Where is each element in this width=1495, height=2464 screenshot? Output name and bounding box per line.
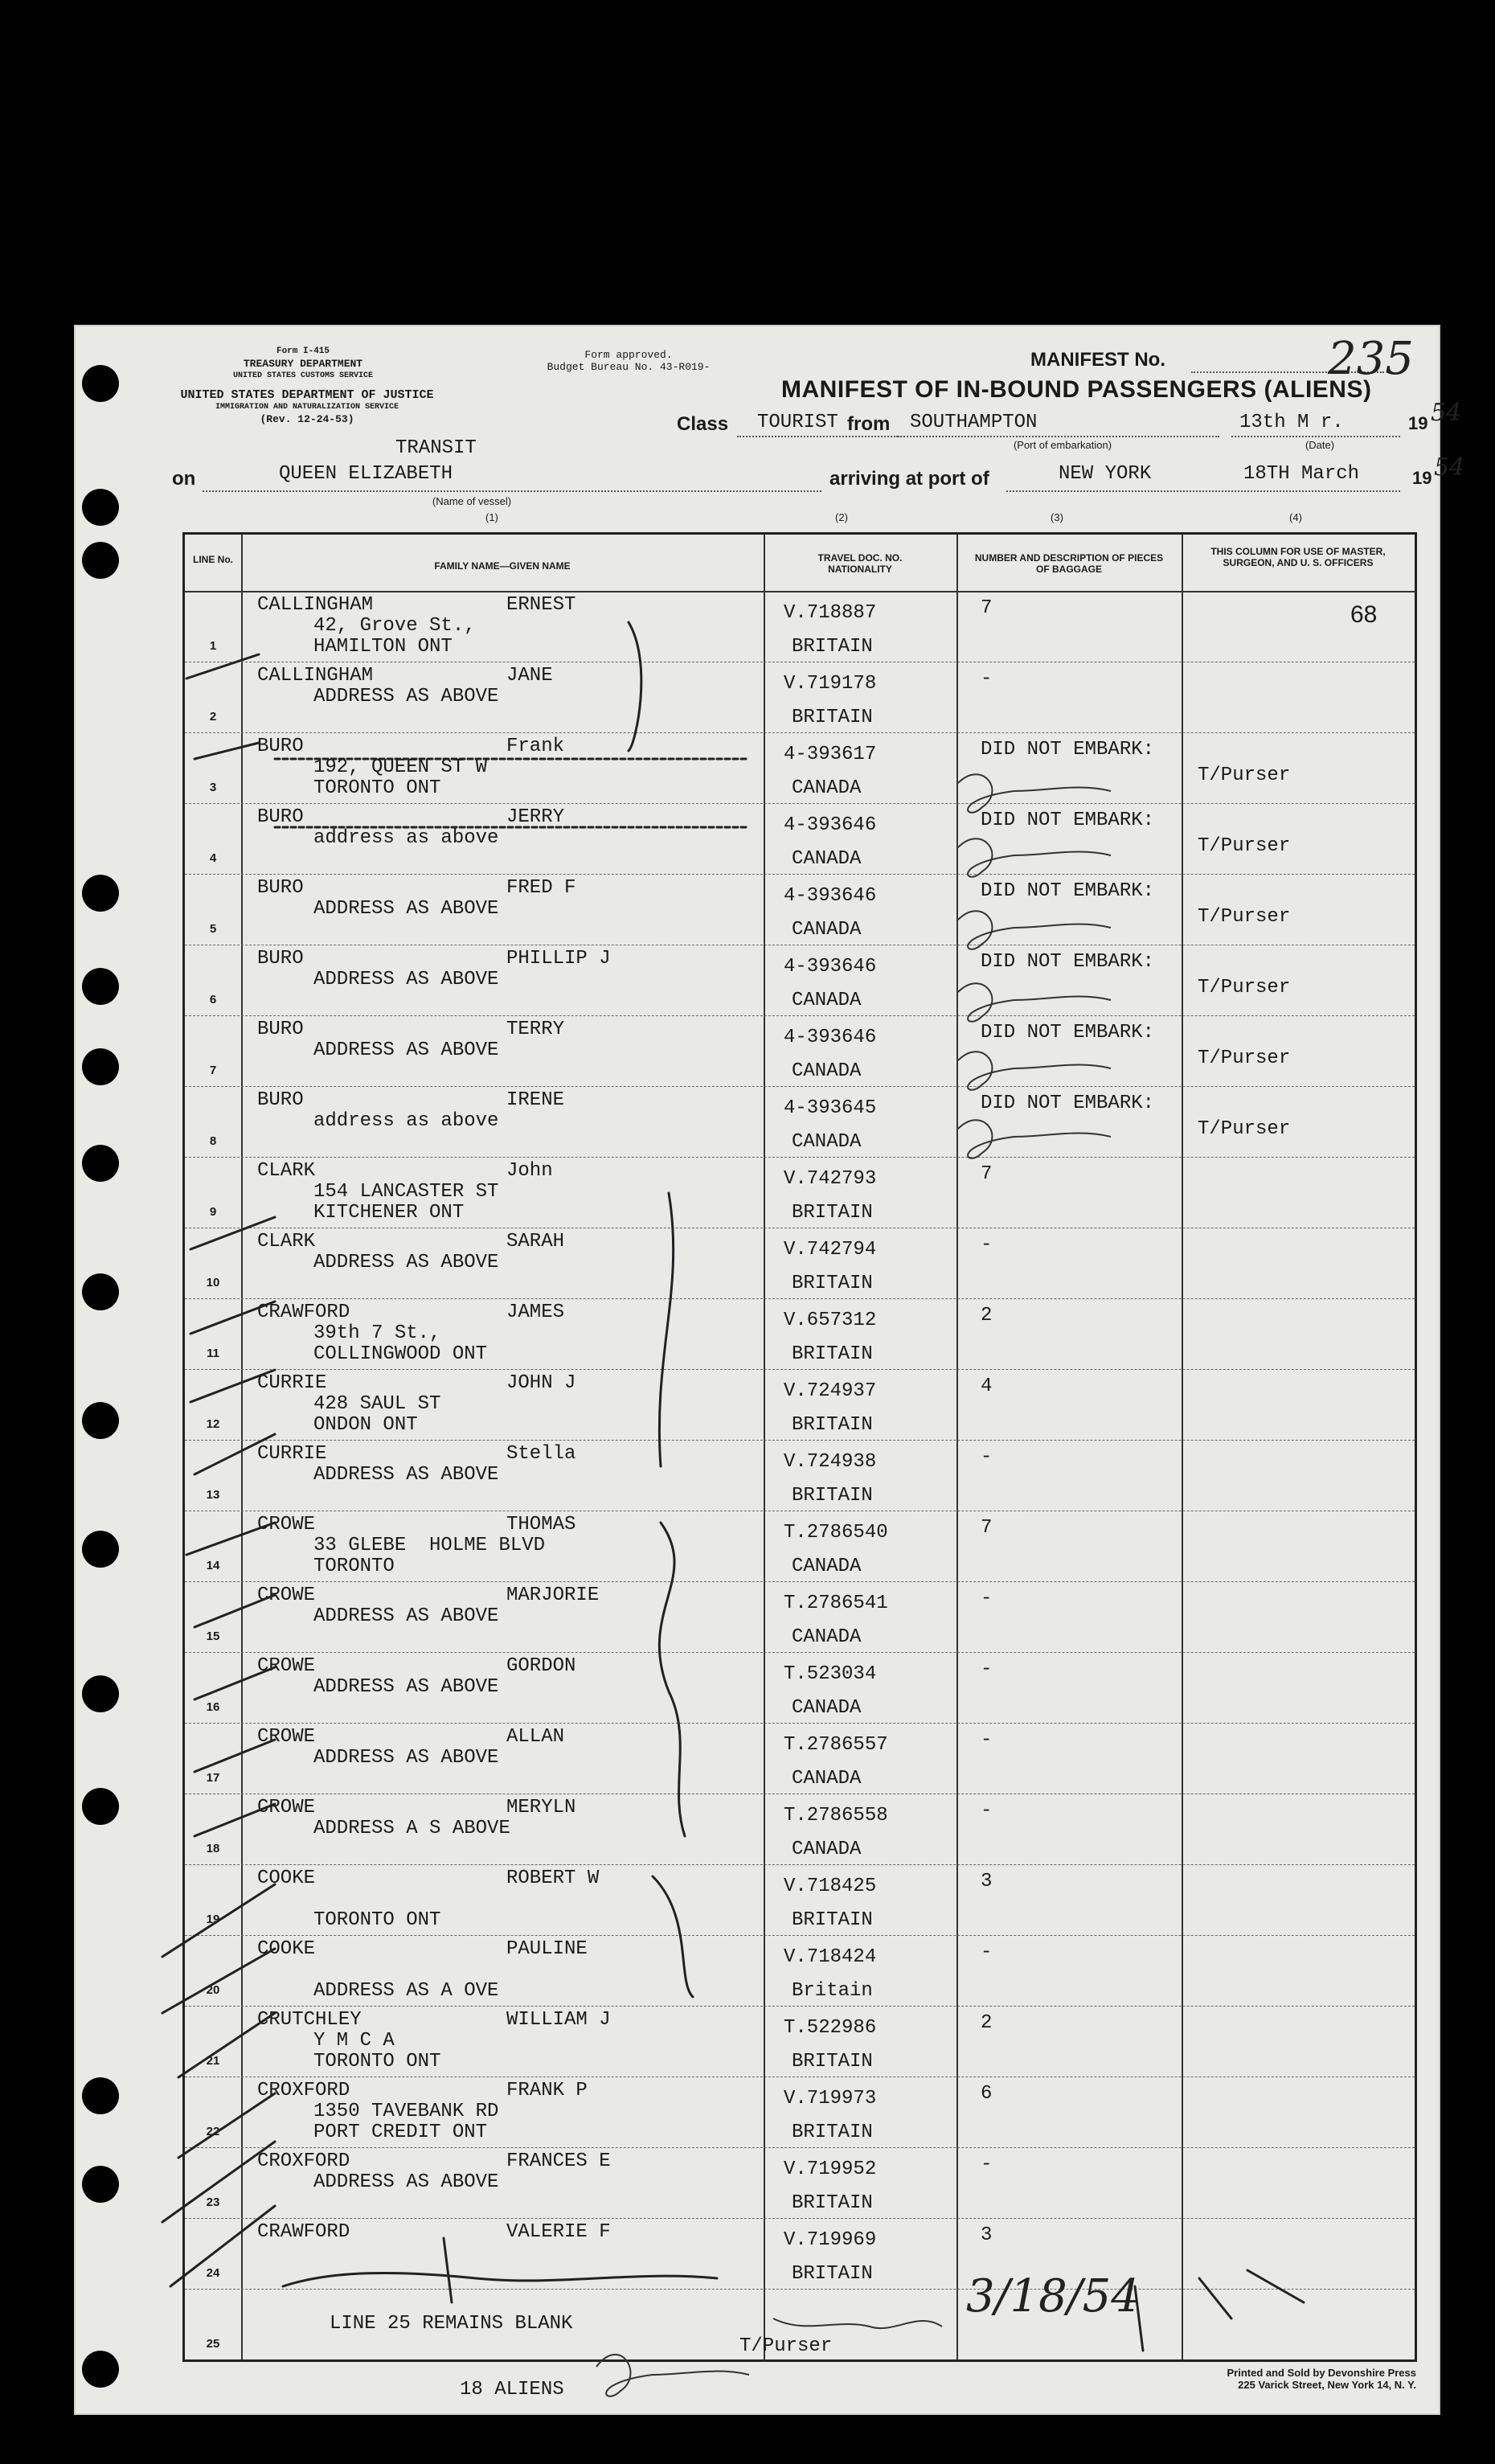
purser-signature <box>958 1120 1111 1158</box>
travel-doc-no: 4-393646 <box>784 1027 877 1048</box>
address-line-1: 192, QUEEN ST W <box>313 756 488 778</box>
travel-doc-no: V.724937 <box>784 1380 877 1402</box>
baggage: - <box>981 1800 993 1822</box>
date2-value: 18TH March <box>1243 463 1360 485</box>
handwritten-date: 3/18/54 <box>966 2270 1140 2323</box>
purser-signature <box>958 774 1111 813</box>
line-number: 12 <box>206 1417 220 1431</box>
date-caption: (Date) <box>1305 439 1335 451</box>
travel-doc-no: V.718424 <box>784 1946 877 1968</box>
arriving-label: arriving at port of <box>829 468 989 490</box>
given-name: JAMES <box>506 1302 565 1323</box>
tick-mark <box>178 2013 275 2077</box>
travel-doc-no: V.724938 <box>784 1451 877 1473</box>
line-number: 19 <box>206 1913 220 1926</box>
form-number: Form I-415 <box>276 346 330 356</box>
nationality: CANADA <box>792 919 862 941</box>
line-number: 18 <box>206 1842 220 1855</box>
travel-doc-no: 4-393645 <box>784 1097 877 1119</box>
line-number: 23 <box>206 2195 220 2209</box>
travel-doc-no: V.719952 <box>784 2159 877 2180</box>
given-name: Stella <box>506 1443 576 1465</box>
handwriting-marks <box>74 325 1440 2415</box>
line-number: 13 <box>206 1488 220 1502</box>
nationality: BRITAIN <box>792 636 873 658</box>
tick-mark <box>162 1949 275 2013</box>
budget-bureau: Budget Bureau No. 43-R019- <box>547 361 711 373</box>
line-number: 16 <box>206 1700 220 1714</box>
baggage: 7 <box>981 1163 993 1185</box>
family-name: CURRIE <box>257 1372 327 1394</box>
manifest-page <box>74 325 1465 2415</box>
travel-doc-no: T.2786558 <box>784 1805 888 1826</box>
line-number: 3 <box>209 781 217 794</box>
line-number: 2 <box>209 710 217 724</box>
vessel-name: QUEEN ELIZABETH <box>279 463 453 485</box>
col-num-3: (3) <box>1051 511 1063 523</box>
travel-doc-no: 4-393646 <box>784 814 877 836</box>
date-stroke <box>1199 2278 1231 2318</box>
col-num-1: (1) <box>485 511 498 523</box>
family-name: CALLINGHAM <box>257 665 374 687</box>
year1-prefix: 19 <box>1408 413 1428 433</box>
family-name: COOKE <box>257 1938 316 1960</box>
baggage: 4 <box>981 1375 993 1397</box>
travel-doc-no: V.719969 <box>784 2229 877 2251</box>
address-line-2: TORONTO <box>313 1556 395 1577</box>
address-line-1: 42, Grove St., <box>313 615 476 637</box>
given-name: ERNEST <box>506 594 576 616</box>
nationality: CANADA <box>792 1839 862 1860</box>
given-name: WILLIAM J <box>506 2009 611 2031</box>
given-name: GORDON <box>506 1655 576 1677</box>
baggage: 3 <box>981 1871 993 1892</box>
printer-line-2: 225 Varick Street, New York 14, N. Y. <box>1238 2379 1416 2391</box>
tick-mark <box>170 2206 275 2286</box>
officer-note: T/Purser <box>1198 977 1291 998</box>
customs-service: UNITED STATES CUSTOMS SERVICE <box>232 371 374 380</box>
line-number: 5 <box>209 922 217 936</box>
address-line-1: ADDRESS AS ABOVE <box>313 1252 499 1273</box>
address-line-2: TORONTO ONT <box>313 2051 441 2072</box>
family-name: CRUTCHLEY <box>257 2009 362 2031</box>
baggage: 7 <box>981 597 993 619</box>
address-line-2: PORT CREDIT ONT <box>313 2122 488 2143</box>
nationality: CANADA <box>792 1131 862 1153</box>
address-line-2: KITCHENER ONT <box>313 1202 465 1224</box>
address-line-1: address as above <box>313 1110 499 1132</box>
col-head-line-no: LINE No. <box>193 554 233 565</box>
travel-doc-no: V.657312 <box>784 1310 877 1331</box>
tick-mark <box>162 1884 275 1957</box>
class-label: Class <box>677 413 729 435</box>
travel-doc-no: V.719178 <box>784 673 877 695</box>
justice-dept: UNITED STATES DEPARTMENT OF JUSTICE <box>180 388 434 402</box>
baggage: DID NOT EMBARK: <box>981 1093 1155 1114</box>
on-label: on <box>172 468 196 490</box>
address-line-1: ADDRESS AS ABOVE <box>313 1747 499 1769</box>
col-head-officers: THIS COLUMN FOR USE OF MASTER, SURGEON, AND U. S. OFFICERS <box>1210 546 1386 568</box>
given-name: IRENE <box>506 1089 565 1111</box>
nationality: BRITAIN <box>792 2051 873 2072</box>
address-line-1: ADDRESS AS ABOVE <box>313 1464 499 1486</box>
tick-mark <box>195 1434 275 1474</box>
tick-mark <box>190 1302 275 1334</box>
nationality: CANADA <box>792 1626 862 1648</box>
line-number: 7 <box>209 1064 217 1077</box>
tick-mark <box>195 743 259 759</box>
line-number: 1 <box>209 639 217 653</box>
nationality: CANADA <box>792 848 862 870</box>
given-name: FRANK P <box>506 2080 588 2101</box>
tick-mark <box>195 1595 275 1627</box>
address-line-1: 154 LANCASTER ST <box>313 1181 499 1203</box>
family-name: BURO <box>257 877 304 899</box>
baggage: - <box>981 1234 993 1256</box>
nationality: BRITAIN <box>792 2122 873 2143</box>
line-number: 22 <box>206 2125 220 2138</box>
family-name: CROWE <box>257 1585 316 1606</box>
given-name: TERRY <box>506 1019 565 1040</box>
given-name: JOHN J <box>506 1372 576 1394</box>
line-number: 11 <box>207 1347 219 1360</box>
line-number: 20 <box>206 1983 220 1997</box>
tick-mark <box>162 2142 275 2222</box>
check-stroke <box>653 1876 693 1997</box>
given-name: PAULINE <box>506 1938 588 1960</box>
check-stroke <box>629 622 641 751</box>
nationality: BRITAIN <box>792 707 873 728</box>
tick-mark <box>186 1523 275 1555</box>
travel-doc-no: T.523034 <box>784 1663 877 1685</box>
printer-imprint <box>1143 2367 1416 2391</box>
from-label: from <box>847 413 891 435</box>
nationality: CANADA <box>792 1060 862 1082</box>
address-line-1: 428 SAUL ST <box>313 1393 441 1415</box>
treasury-dept: TREASURY DEPARTMENT <box>243 358 363 370</box>
baggage: - <box>981 1446 993 1468</box>
nationality: BRITAIN <box>792 1343 873 1365</box>
check-stroke <box>659 1523 685 1836</box>
line-number: 25 <box>206 2337 220 2351</box>
address-line-2: ONDON ONT <box>313 1414 418 1436</box>
purser-signature <box>958 983 1111 1022</box>
nationality: BRITAIN <box>792 1414 873 1436</box>
nationality: BRITAIN <box>792 2192 873 2214</box>
nationality: BRITAIN <box>792 1909 873 1931</box>
baggage: - <box>981 1658 993 1680</box>
line-number: 21 <box>206 2054 220 2068</box>
family-name: CROWE <box>257 1514 316 1535</box>
given-name: JERRY <box>506 806 565 828</box>
nationality: CANADA <box>792 777 862 799</box>
col-head-travel-doc: TRAVEL DOC. NO. NATIONALITY <box>817 552 903 575</box>
nationality: CANADA <box>792 990 862 1011</box>
address-line-1: ADDRESS AS ABOVE <box>313 2171 499 2193</box>
family-name: BURO <box>257 806 304 828</box>
tick-mark <box>195 1804 275 1836</box>
family-name: COOKE <box>257 1867 316 1889</box>
officer-initials <box>773 2318 942 2328</box>
family-name: CURRIE <box>257 1443 327 1465</box>
officer-note: T/Purser <box>1198 1118 1291 1140</box>
address-line-1: ADDRESS AS ABOVE <box>313 1676 499 1698</box>
travel-doc-no: V.718887 <box>784 602 877 624</box>
travel-doc-no: 4-393646 <box>784 956 877 978</box>
family-name: CRAWFORD <box>257 2221 350 2243</box>
travel-doc-no: T.2786540 <box>784 1522 888 1544</box>
transit-note: TRANSIT <box>395 437 477 459</box>
nationality: CANADA <box>792 1556 862 1577</box>
given-name: ROBERT W <box>506 1867 600 1889</box>
line-number: 15 <box>206 1630 220 1643</box>
address-line-1: Y M C A <box>313 2030 395 2052</box>
col-head-name: FAMILY NAME—GIVEN NAME <box>434 560 571 572</box>
date1-value: 13th M r. <box>1239 412 1344 433</box>
purser-signature <box>958 1052 1111 1090</box>
family-name: CRAWFORD <box>257 1302 350 1323</box>
address-line-1: ADDRESS AS ABOVE <box>313 898 499 920</box>
given-name: ALLAN <box>506 1726 565 1748</box>
given-name: SARAH <box>506 1231 565 1252</box>
year1-end: 54 <box>1431 399 1462 427</box>
nationality: BRITAIN <box>792 1273 873 1294</box>
line-number: 6 <box>209 993 217 1007</box>
baggage: - <box>981 1729 993 1751</box>
address-line-1: ADDRESS AS ABOVE <box>313 969 499 990</box>
family-name: CALLINGHAM <box>257 594 374 616</box>
line-number: 9 <box>209 1205 217 1219</box>
date-stroke <box>1247 2270 1304 2302</box>
aliens-count: 18 ALIENS <box>460 2379 564 2400</box>
col-num-4: (4) <box>1289 511 1302 523</box>
address-line-1: 39th 7 St., <box>313 1322 441 1344</box>
line-number: 17 <box>206 1771 220 1785</box>
family-name: CROWE <box>257 1726 316 1748</box>
baggage: DID NOT EMBARK: <box>981 739 1155 761</box>
baggage: - <box>981 2154 993 2175</box>
baggage: 2 <box>981 1305 993 1326</box>
purser-signature-footer <box>596 2355 749 2396</box>
strikeout-scribble <box>283 2273 717 2286</box>
travel-doc-no: V.719973 <box>784 2088 877 2109</box>
nationality: BRITAIN <box>792 2263 873 2285</box>
from-value: SOUTHAMPTON <box>910 412 1038 433</box>
class-value: TOURIST <box>757 412 838 433</box>
family-name: CLARK <box>257 1231 316 1252</box>
line-number: 8 <box>209 1134 217 1148</box>
purser-signature <box>958 911 1111 949</box>
officer-note: T/Purser <box>1198 906 1291 928</box>
strikeout-scribble <box>444 2238 452 2302</box>
baggage: DID NOT EMBARK: <box>981 1022 1155 1043</box>
travel-doc-no: V.742794 <box>784 1239 877 1261</box>
vessel-caption: (Name of vessel) <box>432 495 512 507</box>
baggage: - <box>981 1941 993 1963</box>
address-line-2: ADDRESS AS A OVE <box>313 1980 499 2002</box>
line-number: 14 <box>206 1559 220 1572</box>
family-name: CROXFORD <box>257 2080 350 2101</box>
address-line-1: 33 GLEBE HOLME BLVD <box>313 1535 546 1556</box>
given-name: FRED F <box>506 877 576 899</box>
family-name: BURO <box>257 948 304 970</box>
travel-doc-no: 4-393617 <box>784 744 877 765</box>
col-num-2: (2) <box>835 511 848 523</box>
officer-note: T/Purser <box>1198 765 1291 786</box>
travel-doc-no: T.522986 <box>784 2017 877 2039</box>
address-line-2: TORONTO ONT <box>313 777 441 799</box>
address-line-1: ADDRESS AS ABOVE <box>313 686 499 707</box>
tick-mark <box>178 2093 275 2158</box>
given-name: PHILLIP J <box>506 948 611 970</box>
nationality: CANADA <box>792 1697 862 1719</box>
given-name: Frank <box>506 736 565 757</box>
given-name: MARJORIE <box>506 1585 600 1606</box>
address-line-2: TORONTO ONT <box>313 1909 441 1931</box>
family-name: BURO <box>257 1019 304 1040</box>
embark-caption: (Port of embarkation) <box>1013 439 1112 451</box>
address-line-2: HAMILTON ONT <box>313 636 453 658</box>
given-name: John <box>506 1160 553 1182</box>
family-name: CROWE <box>257 1797 316 1818</box>
travel-doc-no: T.2786557 <box>784 1734 888 1756</box>
officer-note: T/Purser <box>1198 835 1291 857</box>
baggage: DID NOT EMBARK: <box>981 880 1155 902</box>
baggage: 2 <box>981 2012 993 2034</box>
family-name: CLARK <box>257 1160 316 1182</box>
manifest-number-handwritten: 235 <box>1328 333 1414 385</box>
nationality: BRITAIN <box>792 1485 873 1507</box>
travel-doc-no: 4-393646 <box>784 885 877 907</box>
tick-mark <box>190 1217 275 1249</box>
baggage: - <box>981 668 993 690</box>
line-number: 10 <box>206 1276 220 1289</box>
given-name: JANE <box>506 665 553 687</box>
address-line-2: COLLINGWOOD ONT <box>313 1343 488 1365</box>
line-number: 24 <box>206 2266 220 2280</box>
given-name: LINE 25 REMAINS BLANK <box>330 2313 573 2335</box>
family-name: BURO <box>257 1089 304 1111</box>
travel-doc-no: V.742793 <box>784 1168 877 1190</box>
given-name: FRANCES E <box>506 2150 611 2172</box>
nationality: CANADA <box>792 1768 862 1790</box>
baggage: 7 <box>981 1517 993 1539</box>
form-approved: Form approved. <box>584 349 673 361</box>
family-name: CROWE <box>257 1655 316 1677</box>
ins-service: IMMIGRATION AND NATURALIZATION SERVICE <box>215 403 399 412</box>
col-head-baggage: NUMBER AND DESCRIPTION OF PIECES OF BAGGAGE <box>974 552 1164 575</box>
given-name: VALERIE F <box>506 2221 611 2243</box>
officer-note: T/Purser <box>1198 1048 1291 1069</box>
address-line-1: ADDRESS A S ABOVE <box>313 1818 510 1839</box>
family-name: CROXFORD <box>257 2150 350 2172</box>
baggage: 3 <box>981 2224 993 2246</box>
line-number: 4 <box>209 851 217 865</box>
given-name: MERYLN <box>506 1797 576 1818</box>
nationality: BRITAIN <box>792 1202 873 1224</box>
port-name: NEW YORK <box>1059 463 1152 485</box>
manifest-no-label: MANIFEST No. <box>1030 349 1165 371</box>
officer-note: 68 <box>1350 601 1378 628</box>
tick-mark <box>190 1370 275 1402</box>
baggage: - <box>981 1588 993 1609</box>
manifest-title: MANIFEST OF IN-BOUND PASSENGERS (ALIENS) <box>781 376 1372 403</box>
family-name: BURO <box>257 736 304 757</box>
address-line-1: 1350 TAVEBANK RD <box>313 2101 499 2122</box>
year2-prefix: 19 <box>1412 468 1432 488</box>
year2-end: 54 <box>1434 453 1465 482</box>
tick-mark <box>195 1740 275 1772</box>
purser-signature <box>958 838 1111 877</box>
address-line-1: ADDRESS AS ABOVE <box>313 1039 499 1061</box>
travel-doc-no: T.2786541 <box>784 1593 888 1614</box>
baggage: DID NOT EMBARK: <box>981 951 1155 973</box>
address-line-1: address as above <box>313 827 499 849</box>
address-line-1: ADDRESS AS ABOVE <box>313 1605 499 1627</box>
baggage: DID NOT EMBARK: <box>981 810 1155 831</box>
baggage: 6 <box>981 2083 993 2105</box>
nationality: Britain <box>792 1980 873 2002</box>
printer-line-1: Printed and Sold by Devonshire Press <box>1227 2367 1416 2379</box>
tick-mark <box>186 654 259 679</box>
travel-doc-no: T/Purser <box>739 2335 833 2357</box>
revision: (Rev. 12-24-53) <box>260 413 354 425</box>
given-name: THOMAS <box>506 1514 576 1535</box>
check-stroke <box>659 1193 673 1466</box>
travel-doc-no: V.718425 <box>784 1876 877 1897</box>
tick-mark <box>195 1667 275 1699</box>
